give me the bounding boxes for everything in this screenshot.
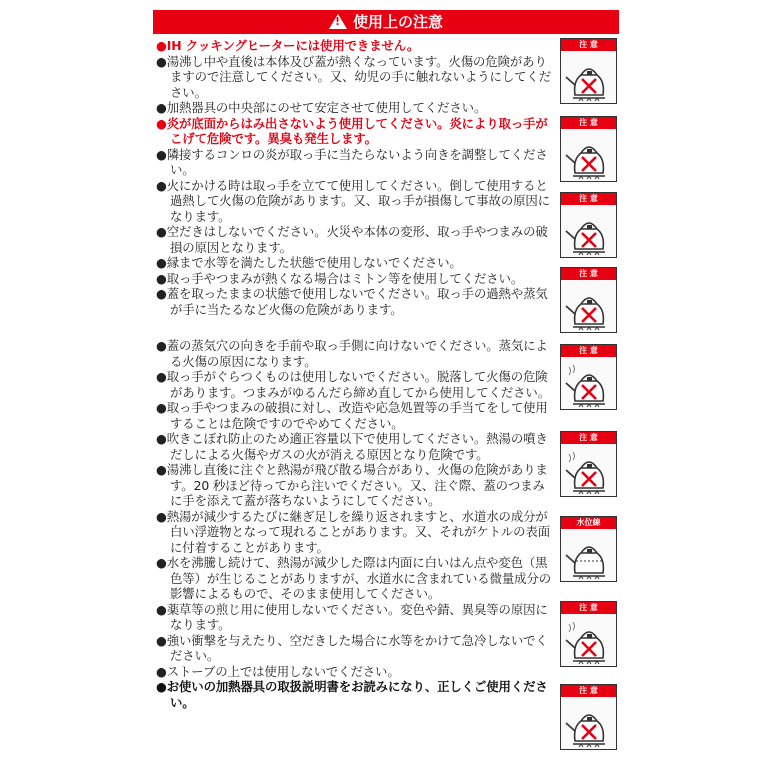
kettle-no-lid-icon (560, 267, 617, 333)
list-item: ●蓋の蒸気穴の向きを手前や取っ手側に向けないでください。蒸気による火傷の原因になります。 (156, 338, 548, 369)
title-text: 使用上の注意 (352, 13, 443, 31)
list-item: ●ストーブの上では使用しないでください。 (156, 663, 400, 679)
list-item: ●強い衝撃を与えたり、空だきした場合に水等をかけて急冷しないでください。 (156, 632, 548, 663)
kettle-splash-cross-icon (560, 601, 617, 667)
list-item: ●IH クッキングヒーターには使用できません。 (156, 38, 420, 53)
kettle-on-stove-cross-icon (560, 684, 617, 750)
pictogram-label: 水位線 (561, 517, 616, 529)
list-item: ●湯沸し直後に注ぐと熱湯が飛び散る場合があり、火傷の危険があります。20 秒ほど待ってから注いでください。又、注ぐ際、蓋のつまみに手を添えて蓋が落ちないようにしてください。 (156, 462, 548, 508)
list-item: ●隣接するコンロの炎が取っ手に当たらないよう向きを調整してください。 (156, 146, 548, 177)
list-item: ●縁まで水等を満たした状態で使用しないでください。 (156, 255, 462, 270)
list-item: ●取っ手やつまみの破損に対し、改造や応急処置等の手当てをして使用することは危険ですのでやめてください。 (156, 400, 548, 431)
list-item: ●お使いの加熱器具の取扱説明書をお読みになり、正しくご使用ください。 (156, 679, 548, 710)
list-item: ●熱湯が減少するたびに継ぎ足しを繰り返されますと、水道水の成分が白い浮遊物となって現れることがあります。又、それがケトルの表面に付着することがあります。 (156, 508, 551, 555)
pictogram-label: 注 意 (561, 39, 616, 51)
kettle-hot-handle-icon (560, 192, 617, 258)
page-title (153, 10, 619, 34)
list-item: ●取っ手がぐらつくものは使用しないでください。脱落して火傷の危険があります。つまみがゆるんだら締め直してから使用してください。 (156, 369, 551, 400)
list-item: ●炎が底面からはみ出さないよう使用してください。炎により取っ手がこげて危険です。異臭も発生します。 (156, 115, 548, 146)
pictogram-drawing (561, 357, 616, 409)
pictogram-label: 注 意 (561, 117, 616, 129)
pictogram-drawing (561, 614, 616, 666)
kettle-on-ih-cross-icon (560, 38, 617, 104)
pictogram-label: 注 意 (561, 268, 616, 280)
pictogram-label: 注 意 (561, 345, 616, 357)
pictogram-drawing (561, 129, 616, 181)
kettle-boil-over-icon (560, 431, 617, 497)
kettle-water-line-icon (560, 516, 617, 582)
pictogram-label: 注 意 (561, 432, 616, 444)
list-item: ●取っ手やつまみが熱くなる場合はミトン等を使用してください。 (156, 270, 524, 286)
list-item: ●水を沸騰し続けて、熱湯が減少した際は内面に白いはん点や変色（黒色等）が生じることがありますが、水道水に含まれている微量成分の影響によるもので、そのまま使用してください。 (156, 555, 552, 601)
list-item: ●加熱器具の中央部にのせて安定させて使用してください。 (156, 100, 487, 115)
pictogram-drawing (561, 205, 616, 257)
list-item: ●火にかける時は取っ手を立てて使用してください。倒して使用すると過熱して火傷の危険があります。又、取っ手が損傷して事故の原因になります。 (156, 177, 551, 224)
pictogram-label: 注 意 (561, 685, 616, 697)
pictogram-drawing (561, 444, 616, 496)
pictogram-drawing (561, 280, 616, 332)
section-gap (156, 317, 556, 338)
caution-list (156, 38, 556, 710)
list-item: ●吹きこぼれ防止のため適正容量以下で使用してください。熱湯の噴きだしによる火傷やガスの火が消える原因となり危険です。 (156, 431, 548, 462)
list-item: ●蓋を取ったままの状態で使用しないでください。取っ手の過熱や蒸気が手に当たるなど火傷の危険があります。 (156, 286, 548, 317)
list-item: ●薬草等の煎じ用に使用しないでください。変色や錆、異臭等の原因になります。 (156, 601, 548, 632)
pictogram-label: 注 意 (561, 193, 616, 205)
pictogram-drawing (561, 529, 616, 581)
pictogram-label: 注 意 (561, 602, 616, 614)
list-item: ●湯沸し中や直後は本体及び蓋が熱くなっています。火傷の危険がありますので注意してください。又、幼児の手に触れないようにしてください。 (156, 53, 552, 100)
pictogram-drawing (561, 697, 616, 749)
kettle-flame-overflow-icon (560, 116, 617, 182)
list-item: ●空だきはしないでください。火災や本体の変形、取っ手やつまみの破損の原因となります。 (156, 224, 548, 255)
kettle-steam-hand-icon (560, 344, 617, 410)
warning-triangle-icon (329, 14, 347, 29)
pictogram-drawing (561, 51, 616, 103)
